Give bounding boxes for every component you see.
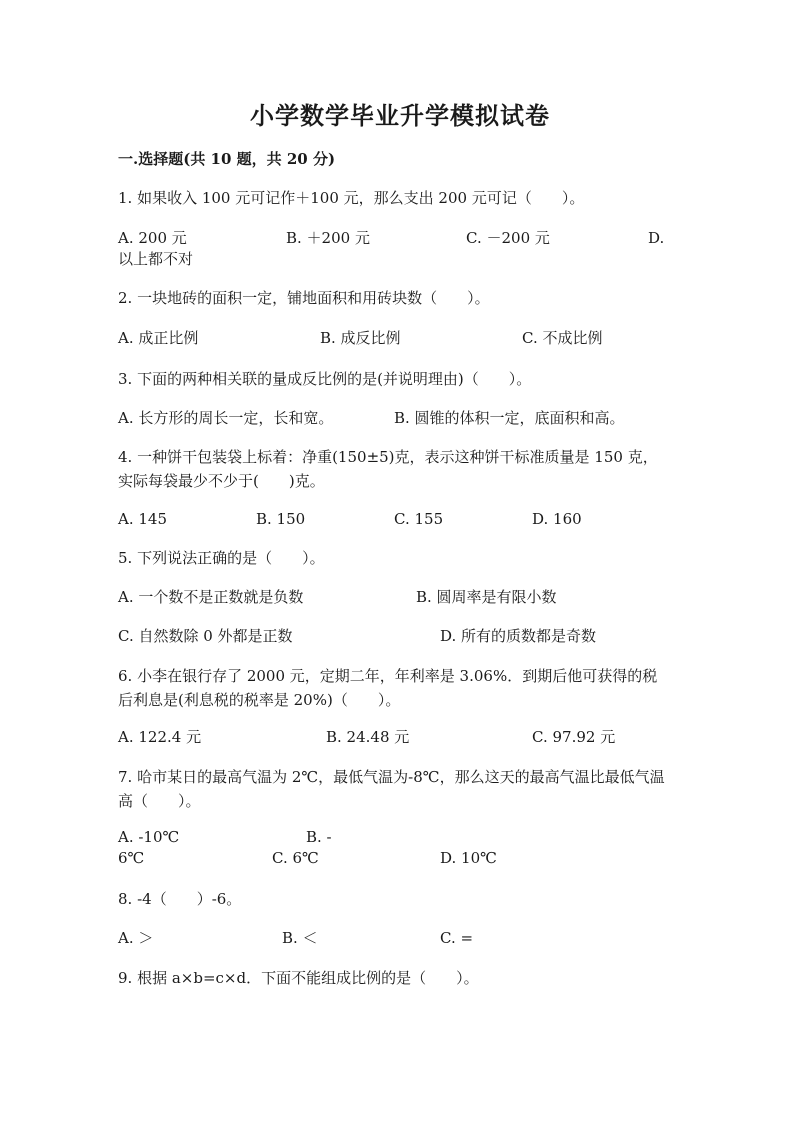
q7-option-a[interactable]: A. -10℃ xyxy=(118,828,180,846)
question-3: 3. 下面的两种相关联的量成反比例的是(并说明理由)（ ）。 xyxy=(118,370,532,388)
q4-option-c[interactable]: C. 155 xyxy=(394,510,444,528)
q5-option-c[interactable]: C. 自然数除 0 外都是正数 xyxy=(118,627,293,645)
q7-option-b[interactable]: B. - xyxy=(306,828,332,846)
q1-option-d[interactable]: D. xyxy=(648,229,665,247)
question-2: 2. 一块地砖的面积一定，铺地面积和用砖块数（ ）。 xyxy=(118,289,490,307)
question-4: 4. 一种饼干包装袋上标着：净重(150±5)克，表示这种饼干标准质量是 150 克，实际每袋最少不少于( )克。 xyxy=(118,448,658,490)
q4-option-d[interactable]: D. 160 xyxy=(532,510,582,528)
q8-option-b[interactable]: B. ＜ xyxy=(282,929,318,947)
question-7: 7. 哈市某日的最高气温为 2℃，最低气温为-8℃，那么这天的最高气温比最低气温高（ ）。 xyxy=(118,768,665,810)
q5-option-d[interactable]: D. 所有的质数都是奇数 xyxy=(440,627,597,645)
q1-option-d-text: 以上都不对 xyxy=(118,250,194,268)
q7-option-b-value: 6℃ xyxy=(118,849,145,867)
q5-option-a[interactable]: A. 一个数不是正数就是负数 xyxy=(118,588,304,606)
q6-option-c[interactable]: C. 97.92 元 xyxy=(532,728,616,746)
q2-option-c[interactable]: C. 不成比例 xyxy=(522,329,603,347)
q1-option-c[interactable]: C. －200 元 xyxy=(466,229,550,247)
q5-option-b[interactable]: B. 圆周率是有限小数 xyxy=(416,588,557,606)
q6-option-a[interactable]: A. 122.4 元 xyxy=(118,728,202,746)
q2-option-b[interactable]: B. 成反比例 xyxy=(320,329,401,347)
q4-option-a[interactable]: A. 145 xyxy=(118,510,167,528)
question-5: 5. 下列说法正确的是（ ）。 xyxy=(118,549,325,567)
q3-option-a[interactable]: A. 长方形的周长一定，长和宽。 xyxy=(118,409,334,427)
q3-option-b[interactable]: B. 圆锥的体积一定，底面积和高。 xyxy=(394,409,625,427)
question-9: 9. 根据 a×b=c×d．下面不能组成比例的是（ ）。 xyxy=(118,969,479,987)
q8-option-c[interactable]: C. = xyxy=(440,929,474,947)
section-heading: 一.选择题(共 10 题，共 20 分) xyxy=(118,150,336,168)
q7-option-c[interactable]: C. 6℃ xyxy=(272,849,319,867)
q1-option-a[interactable]: A. 200 元 xyxy=(118,229,187,247)
q6-option-b[interactable]: B. 24.48 元 xyxy=(326,728,410,746)
question-8: 8. -4（ ）-6。 xyxy=(118,890,242,908)
page-title: 小学数学毕业升学模拟试卷 xyxy=(250,101,550,130)
question-6: 6. 小李在银行存了 2000 元，定期二年，年利率是 3.06%．到期后他可获得的税后利息是(利息税的税率是 20%)（ ）。 xyxy=(118,667,658,709)
q2-option-a[interactable]: A. 成正比例 xyxy=(118,329,199,347)
question-1: 1. 如果收入 100 元可记作＋100 元，那么支出 200 元可记（ ）。 xyxy=(118,189,585,207)
q8-option-a[interactable]: A. ＞ xyxy=(118,929,154,947)
q7-option-d[interactable]: D. 10℃ xyxy=(440,849,497,867)
q4-option-b[interactable]: B. 150 xyxy=(256,510,306,528)
q1-option-b[interactable]: B. ＋200 元 xyxy=(286,229,370,247)
